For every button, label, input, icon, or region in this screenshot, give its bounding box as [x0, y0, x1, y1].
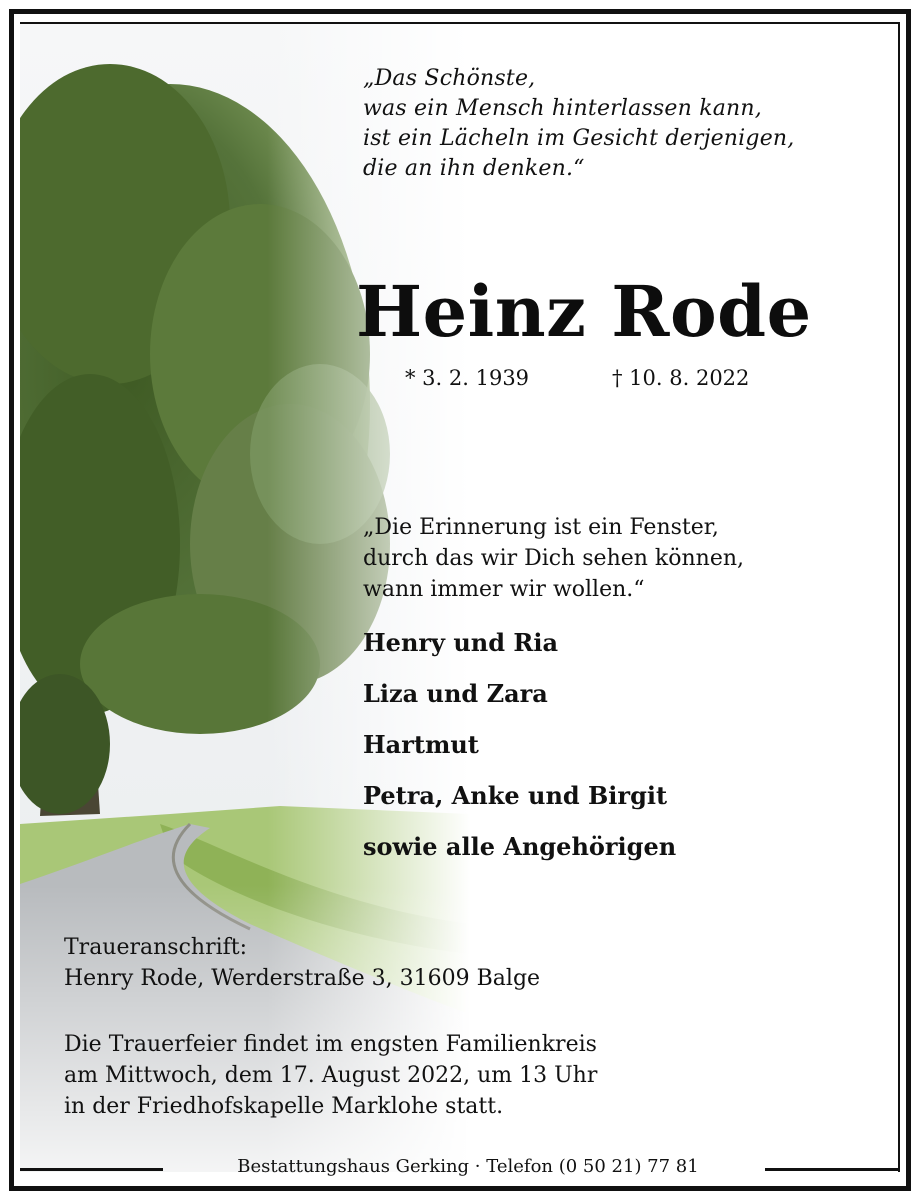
ceremony-line: in der Friedhofskapelle Marklohe statt.	[64, 1094, 504, 1119]
life-dates	[405, 366, 825, 396]
address-label: Traueranschrift:	[64, 935, 248, 960]
mourning-address	[64, 932, 784, 994]
motto-line: die an ihn denken.“	[363, 156, 585, 181]
mourner-entry: Henry und Ria	[363, 628, 558, 657]
mourner-entry: Liza und Zara	[363, 679, 548, 708]
birth-date: * 3. 2. 1939	[405, 366, 530, 390]
inner-border-right	[898, 22, 900, 1172]
motto-quote	[363, 64, 883, 184]
footer-rule-right	[765, 1168, 900, 1171]
mourner-entry: sowie alle Angehörigen	[363, 832, 677, 861]
motto-line: was ein Mensch hinterlassen kann,	[363, 96, 762, 121]
death-date: † 10. 8. 2022	[612, 366, 750, 390]
mourner-entry: Petra, Anke und Birgit	[363, 781, 668, 810]
memory-quote-line: durch das wir Dich sehen können,	[363, 546, 745, 571]
ceremony-notice	[64, 1029, 824, 1122]
mourners-list	[363, 626, 883, 881]
funeral-home-footer	[20, 1150, 900, 1186]
ceremony-line: am Mittwoch, dem 17. August 2022, um 13 Uhr	[64, 1063, 598, 1088]
motto-line: „Das Schönste,	[363, 66, 536, 91]
ceremony-line: Die Trauerfeier findet im engsten Familienkreis	[64, 1032, 597, 1057]
mourner-entry: Hartmut	[363, 730, 479, 759]
footer-rule-left	[20, 1168, 163, 1171]
deceased-name: Heinz Rode	[356, 270, 812, 353]
memory-quote-line: wann immer wir wollen.“	[363, 577, 645, 602]
motto-line: ist ein Lächeln im Gesicht derjenigen,	[363, 126, 795, 151]
funeral-home-contact: Bestattungshaus Gerking · Telefon (0 50 21) 77 81	[237, 1156, 699, 1177]
memory-quote	[363, 512, 883, 605]
address-line: Henry Rode, Werderstraße 3, 31609 Balge	[64, 966, 541, 991]
memory-quote-line: „Die Erinnerung ist ein Fenster,	[363, 515, 719, 540]
